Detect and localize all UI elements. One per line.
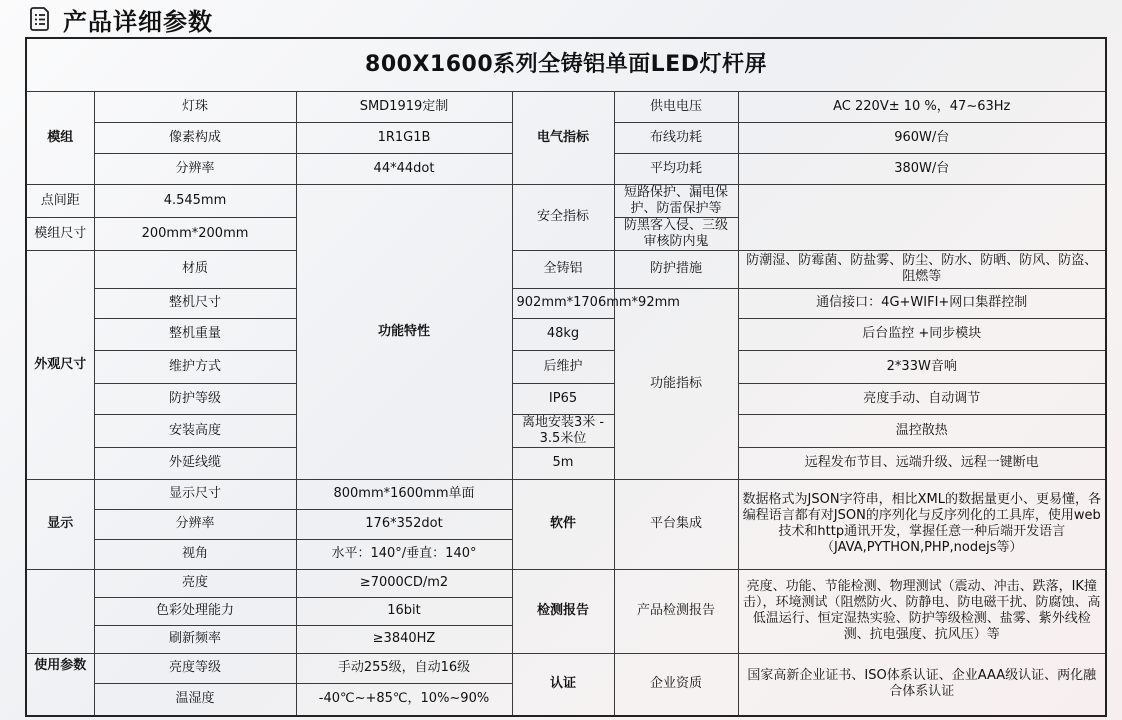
value-cell: 通信接口：4G+WIFI+网口集群控制	[738, 288, 1106, 318]
param-cell: 分辨率	[94, 153, 296, 184]
table-row	[26, 91, 1106, 122]
value-cell: 短路保护、漏电保护、防雷保护等	[614, 184, 738, 217]
page-header	[27, 4, 213, 34]
value-cell: 远程发布节目、远端升级、远程一键断电	[738, 447, 1106, 479]
spec-table	[25, 37, 1107, 717]
param-cell: 整机重量	[94, 318, 296, 350]
value-cell: 16bit	[296, 597, 512, 625]
category-cell: 电气指标	[512, 91, 614, 184]
table-row	[26, 479, 1106, 509]
value-cell: 960W/台	[738, 122, 1106, 153]
value-cell: 国家高新企业证书、ISO体系认证、企业AAA级认证、两化融合体系认证	[738, 653, 1106, 716]
table-row	[26, 184, 1106, 217]
value-cell: IP65	[512, 383, 614, 414]
param-cell: 功能指标	[614, 288, 738, 479]
param-cell: 安全指标	[512, 184, 614, 250]
table-row	[26, 250, 1106, 288]
table-row	[26, 350, 1106, 383]
table-row	[26, 318, 1106, 350]
param-cell: 视角	[94, 539, 296, 569]
param-cell: 亮度等级	[94, 653, 296, 683]
value-cell: 后台监控 +同步模块	[738, 318, 1106, 350]
value-cell: 176*352dot	[296, 509, 512, 539]
param-cell: 灯珠	[94, 91, 296, 122]
category-cell: 显示	[26, 479, 94, 569]
table-row	[26, 414, 1106, 447]
value-cell: 防潮湿、防霉菌、防盐雾、防尘、防水、防晒、防风、防盗、阻燃等	[738, 250, 1106, 288]
param-cell: 显示尺寸	[94, 479, 296, 509]
param-cell: 整机尺寸	[94, 288, 296, 318]
value-cell: 1R1G1B	[296, 122, 512, 153]
param-cell: 外延线缆	[94, 447, 296, 479]
param-cell: 温湿度	[94, 683, 296, 716]
category-cell-empty	[26, 569, 94, 653]
param-cell: 防护等级	[94, 383, 296, 414]
param-cell: 供电电压	[614, 91, 738, 122]
value-cell: 44*44dot	[296, 153, 512, 184]
category-cell: 软件	[512, 479, 614, 569]
value-cell: AC 220V± 10 %，47~63Hz	[738, 91, 1106, 122]
table-row	[26, 653, 1106, 683]
value-cell: 800mm*1600mm单面	[296, 479, 512, 509]
table-row	[26, 569, 1106, 597]
category-cell: 检测报告	[512, 569, 614, 653]
value-cell: 水平：140°/垂直：140°	[296, 539, 512, 569]
category-cell: 外观尺寸	[26, 250, 94, 479]
value-cell: 防黑客入侵、三级审核防内鬼	[614, 217, 738, 250]
value-cell: SMD1919定制	[296, 91, 512, 122]
value-cell: -40℃~+85℃，10%~90%	[296, 683, 512, 716]
param-cell: 产品检测报告	[614, 569, 738, 653]
param-cell: 平均功耗	[614, 153, 738, 184]
param-cell: 材质	[94, 250, 296, 288]
value-cell: 48kg	[512, 318, 614, 350]
value-cell: 亮度手动、自动调节	[738, 383, 1106, 414]
value-cell: 200mm*200mm	[94, 217, 296, 250]
value-cell: 4.545mm	[94, 184, 296, 217]
value-cell: 手动255级，自动16级	[296, 653, 512, 683]
page-title: 产品详细参数	[63, 7, 213, 36]
document-list-icon	[27, 6, 53, 32]
category-cell: 功能特性	[296, 184, 512, 479]
param-cell: 平台集成	[614, 479, 738, 569]
param-cell: 分辨率	[94, 509, 296, 539]
value-cell: 后维护	[512, 350, 614, 383]
value-cell: 温控散热	[738, 414, 1106, 447]
category-cell: 模组	[26, 91, 94, 184]
param-cell: 色彩处理能力	[94, 597, 296, 625]
param-cell: 点间距	[26, 184, 94, 217]
value-cell: 2*33W音响	[738, 350, 1106, 383]
param-cell: 企业资质	[614, 653, 738, 716]
param-cell: 亮度	[94, 569, 296, 597]
param-cell: 防护措施	[614, 250, 738, 288]
table-title-row	[26, 38, 1106, 91]
param-cell: 像素构成	[94, 122, 296, 153]
value-cell: 离地安装3米 - 3.5米位	[512, 414, 614, 447]
category-cell: 认证	[512, 653, 614, 716]
table-row	[26, 288, 1106, 318]
value-cell: ≥7000CD/m2	[296, 569, 512, 597]
value-cell: ≥3840HZ	[296, 625, 512, 653]
value-cell: 5m	[512, 447, 614, 479]
param-cell: 模组尺寸	[26, 217, 94, 250]
param-cell: 安装高度	[94, 414, 296, 447]
table-row	[26, 383, 1106, 414]
value-cell: 数据格式为JSON字符串，相比XML的数据量更小、更易懂，各编程语言都有对JSON的序列化与反序列化的工具库，使用web技术和http通讯开发，掌握任意一种后端开发语言（JAVA,PYTHON,PHP,nodejs等）	[738, 479, 1106, 569]
value-cell: 380W/台	[738, 153, 1106, 184]
table-row	[26, 447, 1106, 479]
param-cell: 刷新频率	[94, 625, 296, 653]
value-cell: 亮度、功能、节能检测、物理测试（震动、冲击、跌落，IK撞击），环境测试（阻燃防火、防静电、防电磁干扰、防腐蚀、高低温运行、恒定湿热实验、防护等级检测、盐雾、紫外线检测、抗电强度、抗风压）等	[738, 569, 1106, 653]
category-cell: 使用参数	[26, 653, 94, 716]
param-cell: 维护方式	[94, 350, 296, 383]
value-cell: 全铸铝	[512, 250, 614, 288]
table-title: 800X1600系列全铸铝单面LED灯杆屏	[26, 38, 1106, 91]
param-cell: 布线功耗	[614, 122, 738, 153]
value-cell: 902mm*1706mm*92mm	[512, 288, 614, 318]
